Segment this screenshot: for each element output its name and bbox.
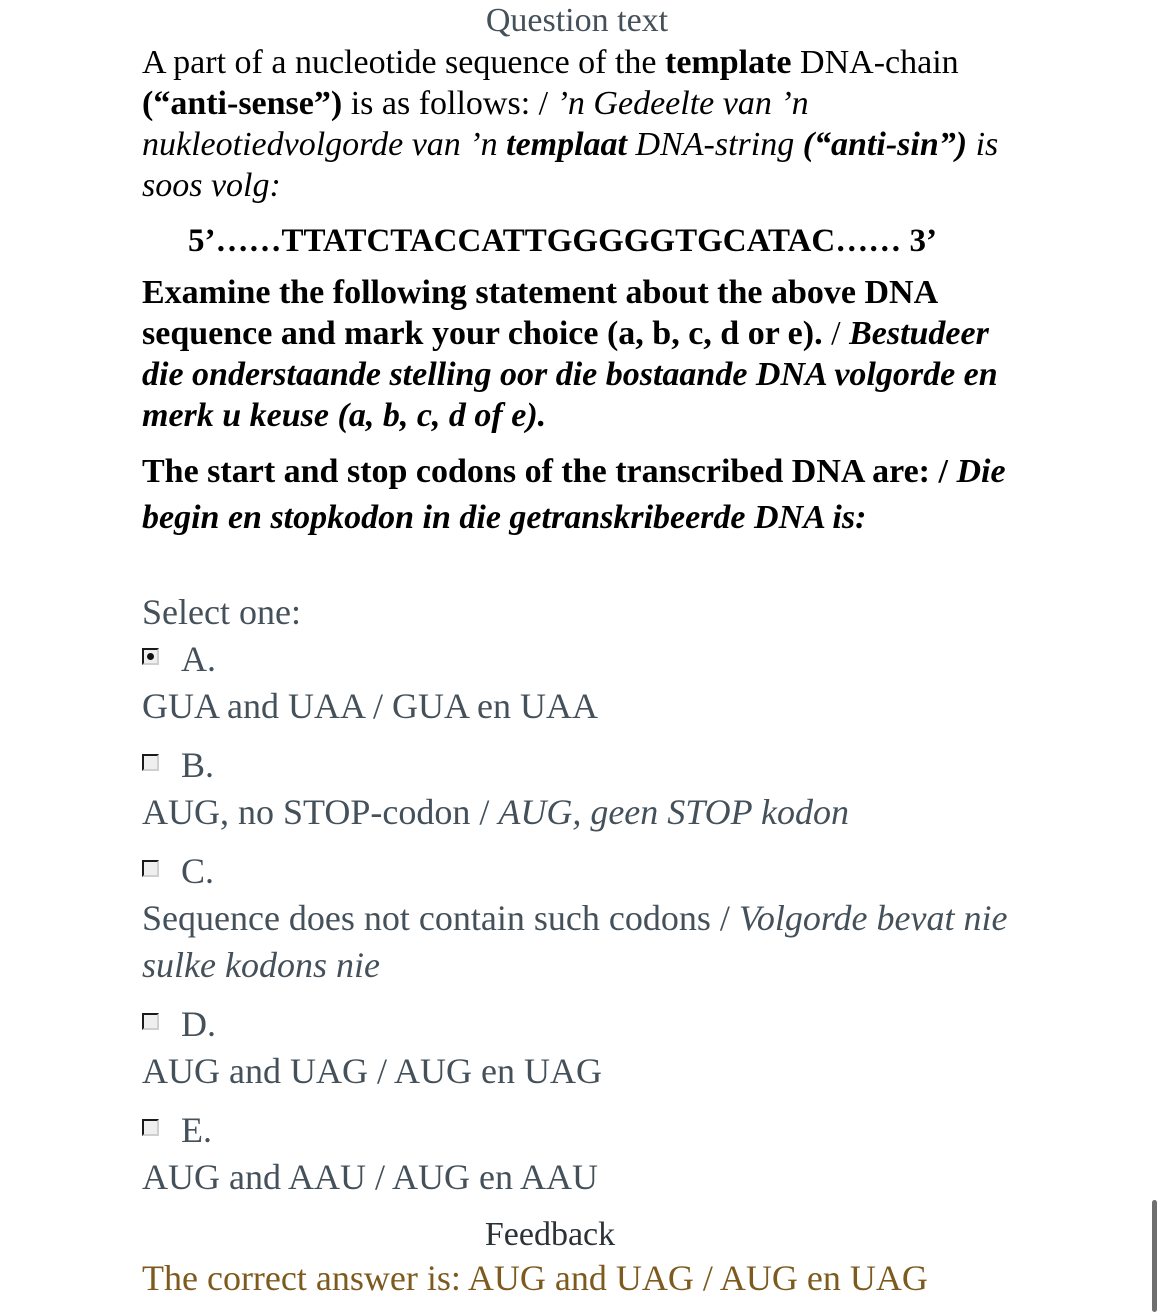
intro-text-antisin: (“anti-sin”) — [802, 126, 968, 163]
option-c[interactable] — [142, 849, 214, 893]
intro-text-antisense: (“anti-sense”) — [142, 85, 343, 122]
option-b[interactable] — [142, 743, 214, 787]
question-paragraph-prompt — [142, 449, 1032, 541]
correct-answer-feedback: The correct answer is: AUG and UAG / AUG en UAG — [142, 1258, 928, 1298]
instruction-english: Examine the following statement about the above DNA sequence and mark your choice (a, b, c, d or e). — [142, 274, 937, 352]
intro-text-afrikaans-1: ’n Gedeelte van ’n nukleotiedvolgorde van ’n — [142, 85, 809, 163]
select-one-label: Select one: — [142, 592, 301, 632]
option-d-letter: D. — [181, 1004, 216, 1044]
intro-text-5: is as follows: / — [342, 85, 557, 122]
option-b-answer[interactable] — [142, 789, 1022, 836]
intro-text-3: DNA-chain — [791, 44, 959, 81]
option-c-radio[interactable] — [142, 860, 159, 877]
feedback-heading: Feedback — [484, 1216, 616, 1253]
intro-text-afrikaans-2: DNA-string — [627, 126, 803, 163]
option-c-letter: C. — [181, 851, 215, 891]
prompt-afrikaans: Die begin en stopkodon in die getranskribeerde DNA is: — [142, 453, 1006, 536]
option-c-text-alt: Volgorde bevat nie sulke kodons nie — [142, 898, 1008, 985]
intro-text-1: A part of a nucleotide sequence of the — [142, 44, 666, 81]
option-a-radio[interactable] — [142, 648, 159, 665]
option-e-answer[interactable] — [142, 1154, 1022, 1201]
option-e-radio[interactable] — [142, 1119, 159, 1136]
question-paragraph-intro — [142, 42, 1032, 206]
intro-text-template: template — [665, 44, 792, 81]
option-a-letter: A. — [181, 639, 216, 679]
option-a-text: GUA and UAA / GUA en UAA — [142, 686, 598, 726]
intro-text-afrikaans-3: is soos volg: — [142, 126, 999, 204]
option-b-text: AUG, no STOP-codon / — [142, 792, 499, 832]
option-d-answer[interactable] — [142, 1048, 1022, 1095]
dna-sequence: 5’……TTATCTACCATTGGGGGTGCATAC…… 3’ — [188, 223, 937, 259]
scrollbar-thumb[interactable] — [1152, 1200, 1157, 1312]
option-c-answer[interactable] — [142, 895, 1022, 989]
option-e-text: AUG and AAU / AUG en AAU — [142, 1157, 598, 1197]
option-d-radio[interactable] — [142, 1013, 159, 1030]
option-b-text-alt: AUG, geen STOP kodon — [498, 792, 849, 832]
option-a-answer[interactable] — [142, 683, 1022, 730]
instruction-separator: / — [831, 315, 850, 352]
option-d[interactable] — [142, 1002, 216, 1046]
question-text-heading: Question text — [485, 2, 669, 39]
instruction-afrikaans: Bestudeer die onderstaande stelling oor die bostaande DNA volgorde en merk u keuse (a, b, c, d of e). — [142, 315, 998, 434]
option-c-text: Sequence does not contain such codons / — [142, 898, 739, 938]
option-d-text: AUG and UAG / AUG en UAG — [142, 1051, 602, 1091]
prompt-english: The start and stop codons of the transcribed DNA are: / — [142, 453, 957, 490]
option-b-radio[interactable] — [142, 754, 159, 771]
option-e[interactable] — [142, 1108, 212, 1152]
option-a[interactable] — [142, 637, 216, 681]
option-e-letter: E. — [181, 1110, 212, 1150]
question-paragraph-instruction — [142, 272, 1032, 436]
option-b-letter: B. — [181, 745, 215, 785]
intro-text-templaat: templaat — [506, 126, 628, 163]
